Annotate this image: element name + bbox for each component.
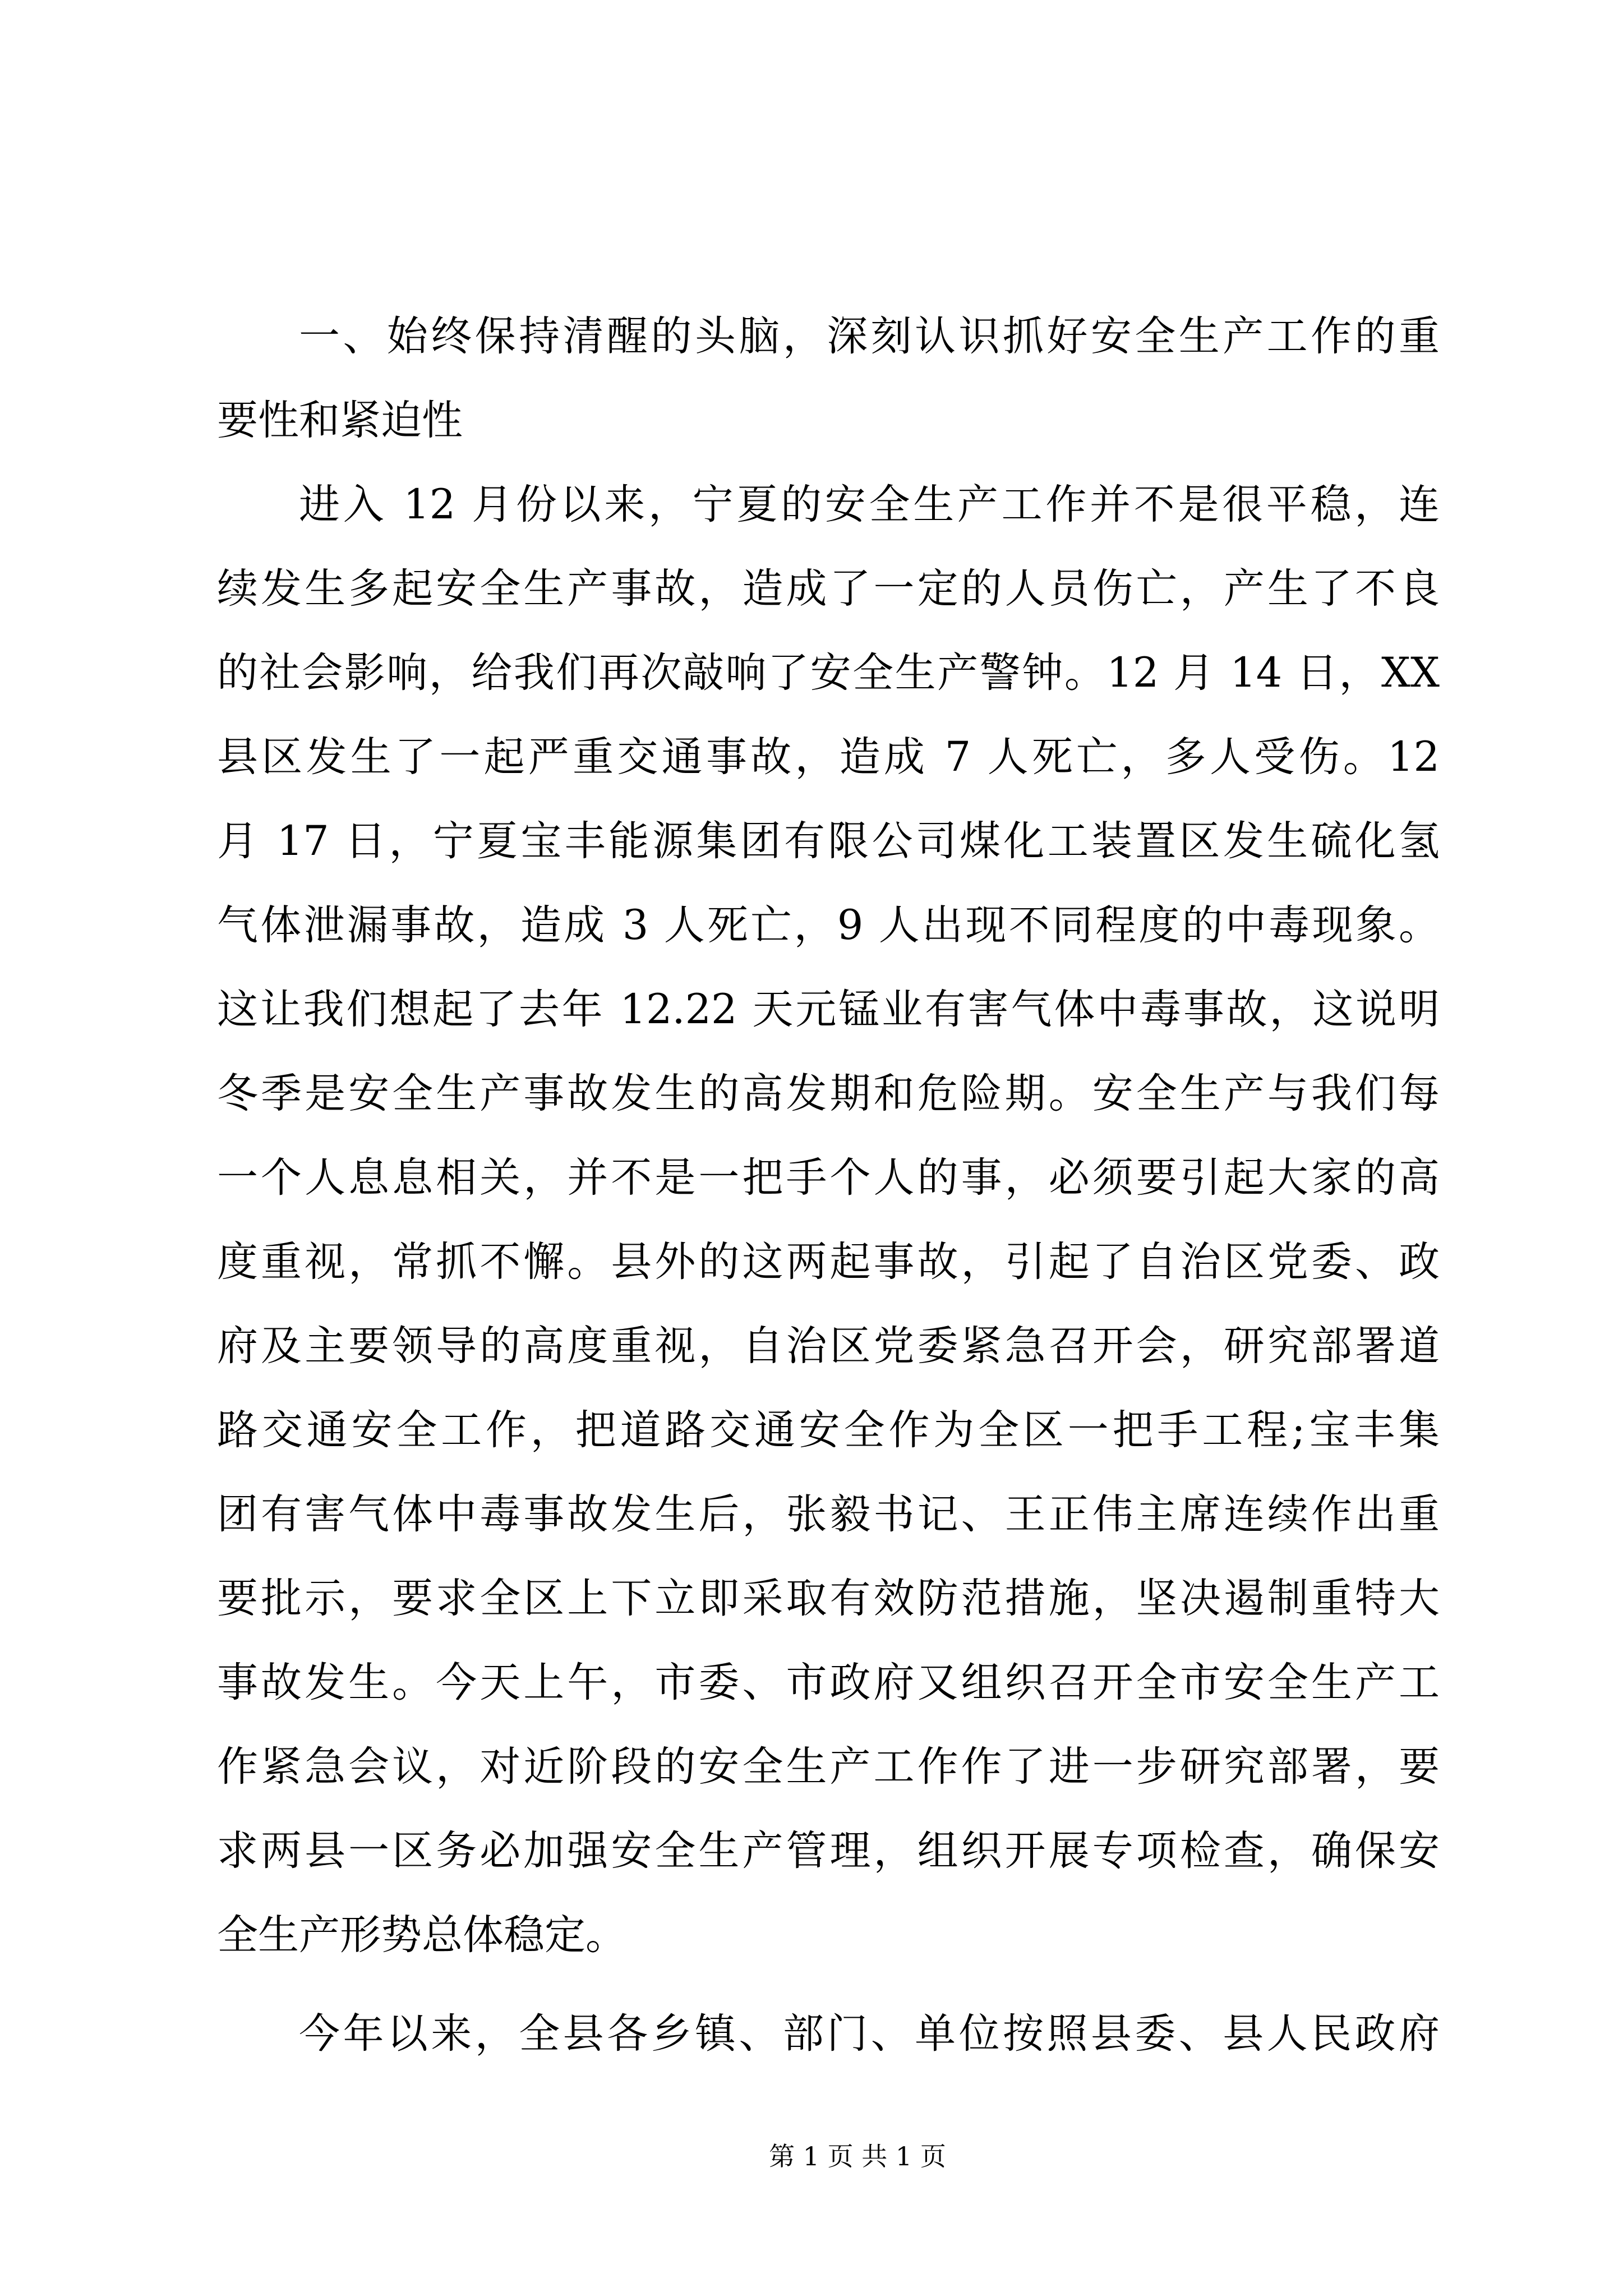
document-body: [217, 295, 1440, 2076]
paragraph-line: 事故发生。今天上午，市委、市政府又组织召开全市安全生产工: [217, 1659, 1440, 1706]
paragraph-line: 县区发生了一起严重交通事故，造成 7 人死亡，多人受伤。12: [217, 733, 1440, 781]
paragraph-line: 今年以来，全县各乡镇、部门、单位按照县委、县人民政府: [299, 2010, 1440, 2058]
paragraph-line: 要批示，要求全区上下立即采取有效防范措施，坚决遏制重特大: [217, 1575, 1440, 1622]
paragraph-line: 府及主要领导的高度重视，自治区党委紧急召开会，研究部署道: [217, 1322, 1440, 1370]
heading-line: 一、始终保持清醒的头脑，深刻认识抓好安全生产工作的重: [299, 312, 1440, 360]
paragraph-line: 进入 12 月份以来，宁夏的安全生产工作并不是很平稳，连: [299, 481, 1440, 528]
paragraph-line: 作紧急会议，对近阶段的安全生产工作作了进一步研究部署，要: [217, 1743, 1440, 1791]
paragraph-line: 路交通安全工作，把道路交通安全作为全区一把手工程;宝丰集: [217, 1406, 1440, 1454]
paragraph-line: 这让我们想起了去年 12.22 天元锰业有害气体中毒事故，这说明: [217, 986, 1440, 1033]
page-footer: 第 1 页 共 1 页: [769, 2141, 946, 2171]
paragraph-line: 的社会影响，给我们再次敲响了安全生产警钟。12 月 14 日，XX: [217, 649, 1440, 697]
paragraph-line: 冬季是安全生产事故发生的高发期和危险期。安全生产与我们每: [217, 1070, 1440, 1117]
paragraph: [217, 1992, 1440, 2076]
paragraph-line: 度重视，常抓不懈。县外的这两起事故，引起了自治区党委、政: [217, 1238, 1440, 1286]
paragraph-line: 团有害气体中毒事故发生后，张毅书记、王正伟主席连续作出重: [217, 1490, 1440, 1538]
paragraph-line: 求两县一区务必加强安全生产管理，组织开展专项检查，确保安: [217, 1827, 1440, 1875]
paragraph-line: 气体泄漏事故，造成 3 人死亡，9 人出现不同程度的中毒现象。: [217, 901, 1440, 949]
paragraph-line: 全生产形势总体稳定。: [217, 1911, 626, 1959]
paragraph: [217, 463, 1440, 1977]
heading-line: 要性和紧迫性: [217, 397, 463, 444]
paragraph-line: 续发生多起安全生产事故，造成了一定的人员伤亡，产生了不良: [217, 565, 1440, 613]
paragraph-line: 一个人息息相关，并不是一把手个人的事，必须要引起大家的高: [217, 1154, 1440, 1202]
section-heading: [217, 295, 1440, 463]
paragraph-line: 月 17 日，宁夏宝丰能源集团有限公司煤化工装置区发生硫化氢: [217, 817, 1440, 865]
